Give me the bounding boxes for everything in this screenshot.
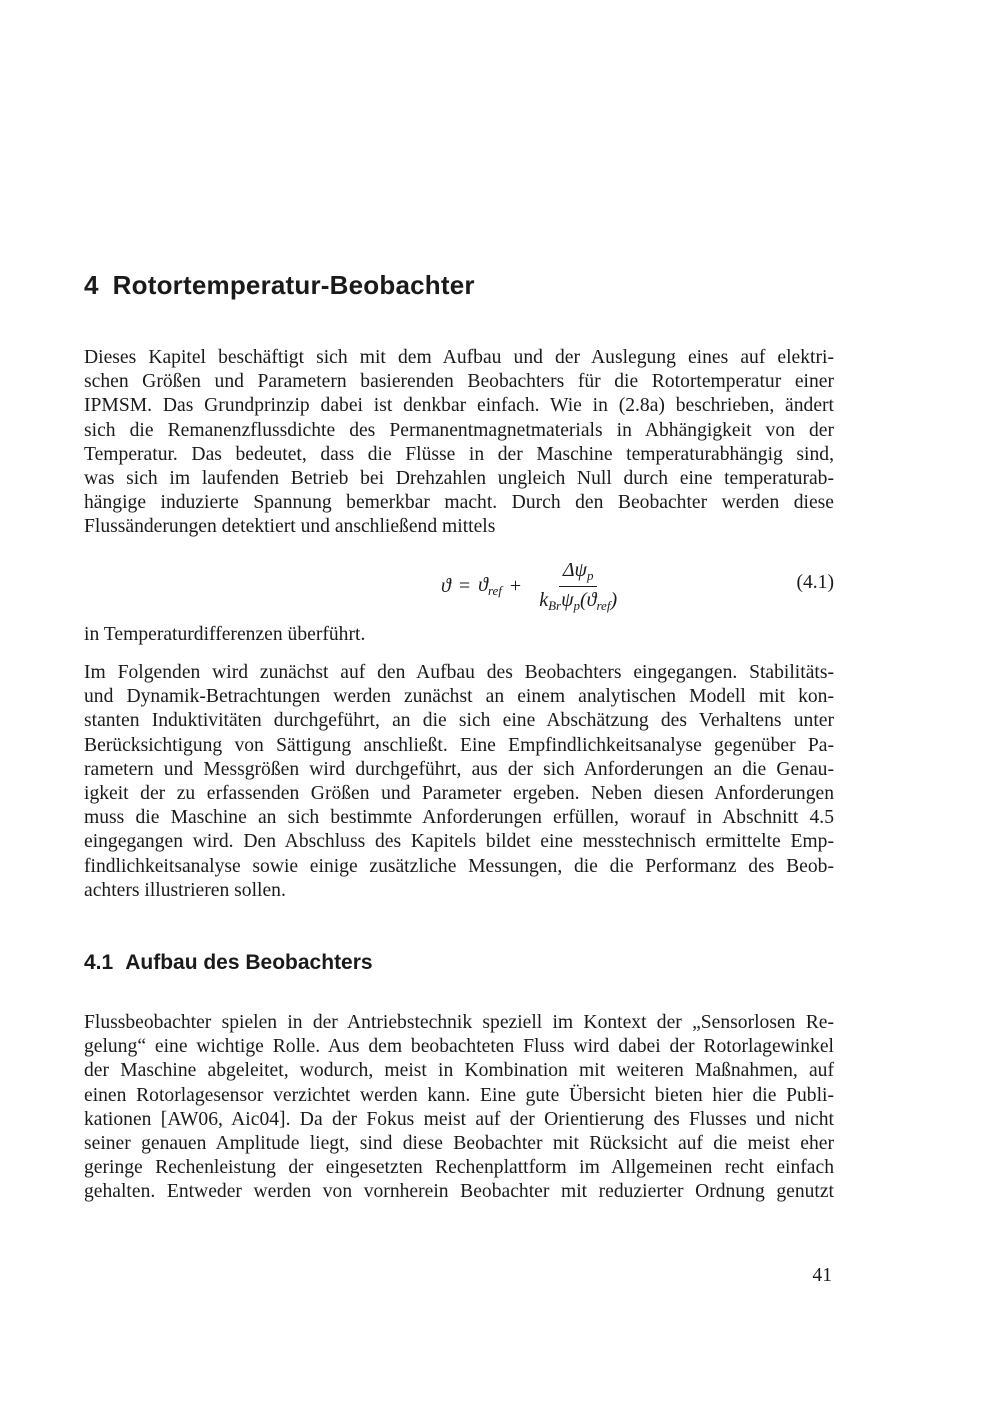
text-line: kationen [AW06, Aic04]. Da der Fokus meist auf der Orientierung des Flusses und nicht bbox=[84, 1108, 834, 1130]
chapter-number: 4 bbox=[84, 270, 99, 300]
after-equation-text bbox=[84, 623, 834, 647]
text-line: eingegangen wird. Den Abschluss des Kapitels bildet eine messtechnisch ermittelte Emp- bbox=[84, 831, 834, 853]
text-line: geringe Rechenleistung der eingesetzten Rechenplattform im Allgemeinen recht einfach bbox=[84, 1157, 834, 1179]
eq-lhs: ϑ bbox=[441, 574, 451, 597]
text-line: in Temperaturdifferenzen überführt. bbox=[84, 624, 366, 645]
text-line: hängige induzierte Spannung bemerkbar macht. Durch den Beobachter werden diese bbox=[84, 492, 834, 514]
text-line: seiner genauen Amplitude liegt, sind diese Beobachter mit Rücksicht auf die meist eher bbox=[84, 1133, 834, 1155]
text-line: gehalten. Entweder werden von vornherein Beobachter mit reduzierter Ordnung genutzt bbox=[84, 1181, 834, 1203]
eq-equals: = bbox=[458, 574, 471, 597]
text-line: achters illustrieren sollen. bbox=[84, 879, 286, 901]
chapter-heading bbox=[84, 270, 475, 301]
eq-plus: + bbox=[509, 574, 522, 597]
text-line: Temperatur. Das bedeutet, dass die Flüsse in der Maschine temperaturabhängig sind, bbox=[84, 443, 834, 465]
text-line: einen Rotorlagesensor verzichtet werden kann. Eine gute Übersicht bieten hier die Publi- bbox=[84, 1084, 834, 1106]
text-line: der Maschine abgeleitet, wodurch, meist in Kombination mit weiteren Maßnahmen, auf bbox=[84, 1060, 834, 1082]
text-line: Berücksichtigung von Sättigung anschließt. Eine Empfindlichkeitsanalyse gegenüber Pa- bbox=[84, 734, 834, 756]
section-number: 4.1 bbox=[84, 951, 114, 974]
text-line: rametern und Messgrößen wird durchgeführt, aus der sich Anforderungen an die Genau- bbox=[84, 758, 834, 780]
overview-paragraph bbox=[84, 661, 834, 903]
chapter-title: Rotortemperatur-Beobachter bbox=[112, 270, 475, 300]
text-line: Im Folgenden wird zunächst auf den Aufbau des Beobachters eingegangen. Stabilitäts- bbox=[84, 662, 834, 683]
text-line: und Dynamik-Betrachtungen werden zunächst an einem analytischen Modell mit kon- bbox=[84, 686, 834, 708]
text-line: stanten Induktivitäten durchgeführt, an die sich eine Abschätzung des Verhaltens unter bbox=[84, 710, 834, 732]
eq-theta-ref: $ϑ_{ref}$ bbox=[478, 573, 502, 598]
text-line: Dieses Kapitel beschäftigt sich mit dem Aufbau und der Auslegung eines auf elektri- bbox=[84, 347, 834, 368]
section-paragraph bbox=[84, 1011, 834, 1205]
text-line: muss die Maschine an sich bestimmte Anforderungen erfüllen, worauf in Abschnitt 4.5 bbox=[84, 807, 834, 829]
text-line: was sich im laufenden Betrieb bei Drehzahlen ungleich Null durch eine temperaturab- bbox=[84, 468, 834, 490]
text-line: gelung“ eine wichtige Rolle. Aus dem beobachteten Fluss wird dabei der Rotorlagewinkel bbox=[84, 1036, 834, 1058]
text-line: schen Größen und Parametern basierenden Beobachters für die Rotortemperatur einer bbox=[84, 371, 834, 393]
text-line: IPMSM. Das Grundprinzip dabei ist denkbar einfach. Wie in (2.8a) beschrieben, ändert bbox=[84, 395, 834, 417]
eq-fraction bbox=[535, 559, 621, 614]
intro-paragraph bbox=[84, 346, 834, 540]
text-line: igkeit der zu erfassenden Größen und Parameter ergeben. Neben diesen Anforderungen bbox=[84, 783, 834, 805]
text-line: sich die Remanenzflussdichte des Permanentmagnetmaterials in Abhängigkeit von der bbox=[84, 419, 834, 441]
page-number: 41 bbox=[812, 1265, 832, 1286]
text-line: Flussbeobachter spielen in der Antriebstechnik speziell im Kontext der „Sensorlosen Re- bbox=[84, 1012, 834, 1033]
equation-body bbox=[441, 558, 621, 614]
equation-4-1 bbox=[84, 558, 834, 614]
section-title: Aufbau des Beobachters bbox=[125, 951, 373, 974]
eq-numerator: $\Delta\psi_p$ bbox=[559, 559, 598, 587]
eq-denominator: $k_{Br}\psi_p(ϑ_{ref})$ bbox=[539, 588, 618, 613]
text-line: findlichkeitsanalyse sowie einige zusätzliche Messungen, die die Performanz des Beob- bbox=[84, 855, 834, 877]
section-heading bbox=[84, 951, 373, 975]
text-line: Flussänderungen detektiert und anschließend mittels bbox=[84, 516, 496, 538]
equation-number: (4.1) bbox=[796, 572, 834, 593]
